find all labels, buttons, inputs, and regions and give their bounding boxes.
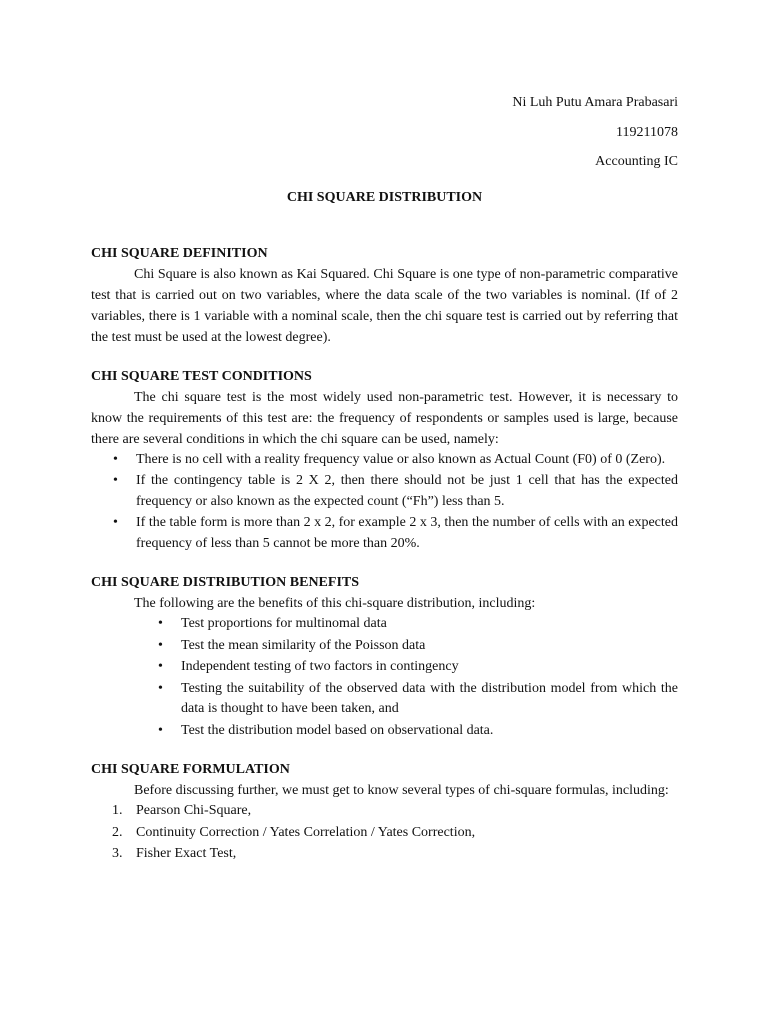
- bullet-icon: •: [113, 451, 118, 467]
- list-item: [158, 657, 678, 678]
- bullet-icon: •: [158, 680, 163, 696]
- list-number: 1.: [112, 803, 123, 818]
- list-item-text: Continuity Correction / Yates Correlation / Yates Correction,: [136, 824, 476, 840]
- list-number: 2.: [112, 824, 123, 840]
- document-title: CHI SQUARE DISTRIBUTION: [286, 189, 483, 205]
- author-block: [91, 88, 678, 177]
- benefits-list: [91, 614, 678, 741]
- bullet-icon: •: [158, 637, 163, 653]
- conditions-list: [91, 450, 678, 555]
- section-heading: CHI SQUARE FORMULATION: [91, 762, 290, 777]
- list-item: [113, 513, 678, 554]
- list-item: [113, 471, 678, 512]
- list-item-text: If the table form is more than 2 x 2, for example 2 x 3, then the number of cells with an expected frequency of less than 5 cannot be more than 20%.: [136, 515, 678, 551]
- list-item-text: There is no cell with a reality frequency value or also known as Actual Count (F0) of 0 (Zero).: [136, 451, 666, 467]
- list-item-text: Fisher Exact Test,: [136, 846, 237, 861]
- class-name: Accounting IC: [595, 154, 678, 169]
- student-id: 119211078: [616, 124, 678, 140]
- document-page: [91, 88, 678, 883]
- section-paragraph: Before discussing further, we must get to know several types of chi-square formulas, including:: [134, 783, 669, 798]
- bullet-icon: •: [113, 515, 118, 530]
- section-heading: CHI SQUARE TEST CONDITIONS: [91, 368, 312, 384]
- list-item: [112, 844, 678, 865]
- list-item-text: Independent testing of two factors in contingency: [181, 659, 459, 674]
- list-item: [112, 801, 678, 822]
- list-number: 3.: [112, 846, 123, 861]
- bullet-icon: •: [158, 722, 163, 738]
- list-item-text: Test the distribution model based on observational data.: [181, 722, 494, 738]
- list-item-text: Test the mean similarity of the Poisson data: [181, 637, 426, 653]
- list-item: [113, 450, 678, 471]
- list-item-text: If the contingency table is 2 X 2, then there should not be just 1 cell that has the expected frequency or also known as the expected count (“Fh”) less than 5.: [136, 473, 678, 509]
- bullet-icon: •: [113, 473, 118, 488]
- author-name: Ni Luh Putu Amara Prabasari: [512, 95, 678, 110]
- section-paragraph: Chi Square is also known as Kai Squared. Chi Square is one type of non-parametric comparative test that is carried out on two variables, where the data scale of the two variables is nominal. (If of 2 variables, there is 1 variable with a nominal scale, then the chi square test is carried out by referring that the test must be used at the lowest degree).: [91, 266, 678, 345]
- list-item: [158, 679, 678, 720]
- section-formulation: [91, 759, 678, 865]
- section-heading: CHI SQUARE DEFINITION: [91, 245, 268, 261]
- section-definition: [91, 243, 678, 348]
- bullet-icon: •: [158, 659, 163, 674]
- list-item: [158, 721, 678, 742]
- section-heading: CHI SQUARE DISTRIBUTION BENEFITS: [91, 575, 360, 590]
- list-item: [158, 636, 678, 657]
- section-benefits: [91, 572, 678, 741]
- list-item-text: Testing the suitability of the observed data with the distribution model from which the data is thought to have been taken, and: [181, 680, 678, 716]
- section-paragraph: The chi square test is the most widely used non-parametric test. However, it is necessary to know the requirements of this test are: the frequency of respondents or samples used is large, because there are several conditions in which the chi square can be used, namely:: [91, 389, 678, 447]
- list-item: [158, 614, 678, 635]
- formula-list: [91, 801, 678, 865]
- list-item: [112, 823, 678, 844]
- bullet-icon: •: [158, 616, 163, 631]
- section-intro: The following are the benefits of this chi-square distribution, including:: [134, 596, 536, 611]
- list-item-text: Test proportions for multinomal data: [181, 616, 387, 631]
- section-conditions: [91, 366, 678, 555]
- list-item-text: Pearson Chi-Square,: [136, 803, 252, 818]
